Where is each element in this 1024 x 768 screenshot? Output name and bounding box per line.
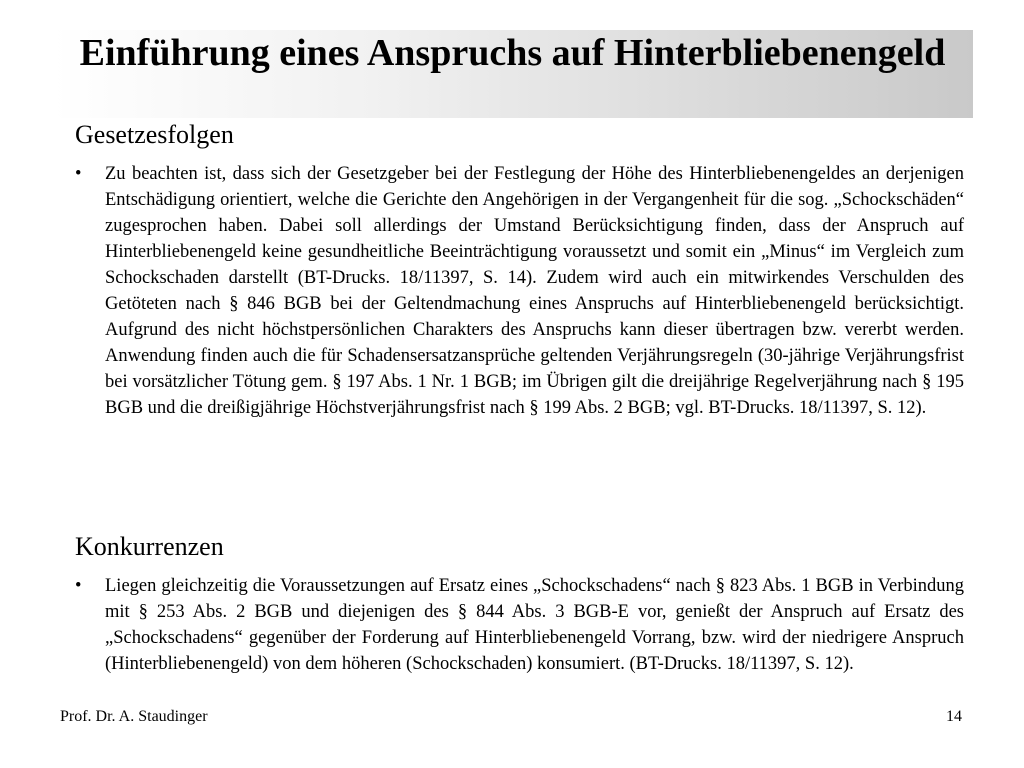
bullet-item-gesetzesfolgen	[75, 161, 964, 421]
footer-author: Prof. Dr. A. Staudinger	[60, 708, 208, 725]
bullet-item-konkurrenzen	[75, 573, 964, 677]
bullet-icon: •	[75, 576, 82, 596]
bullet-icon: •	[75, 164, 82, 184]
page-number: 14	[946, 708, 962, 725]
bullet-text: Liegen gleichzeitig die Voraussetzungen auf Ersatz eines „Schockschadens“ nach § 823 Abs. 1 BGB in Verbindung mit § 253 Abs. 2 BGB und diejenigen des § 844 Abs. 3 BGB-E vor, genießt der Anspruch auf Ersatz des „Schockschadens“ gegenüber der Forderung auf Hinterbliebenengeld Vorrang, bzw. wird der niedrigere Anspruch (Hinterbliebenengeld) von dem höheren (Schockschaden) konsumiert. (BT-Drucks. 18/11397, S. 12).	[105, 576, 964, 674]
section-heading-konkurrenzen: Konkurrenzen	[75, 532, 224, 561]
slide-title: Einführung eines Anspruchs auf Hinterbliebenengeld	[79, 32, 946, 74]
section-heading-gesetzesfolgen: Gesetzesfolgen	[75, 120, 234, 149]
bullet-text: Zu beachten ist, dass sich der Gesetzgeber bei der Festlegung der Höhe des Hinterbliebenengeldes an derjenigen Entschädigung orientiert, welche die Gerichte den Angehörigen in der Vergangenheit für die sog. „Schockschäden“ zugesprochen haben. Dabei soll allerdings der Umstand Berücksichtigung finden, dass der Anspruch auf Hinterbliebenengeld keine gesundheitliche Beeinträchtigung voraussetzt und somit ein „Minus“ im Vergleich zum Schockschaden darstellt (BT-Drucks. 18/11397, S. 14). Zudem wird auch ein mitwirkendes Verschulden des Getöteten nach § 846 BGB bei der Geltendmachung eines Anspruchs auf Hinterbliebenengeld berücksichtigt. Aufgrund des nicht höchstpersönlichen Charakters des Anspruchs kann dieser übertragen bzw. vererbt werden. Anwendung finden auch die für Schadensersatzansprüche geltenden Verjährungsregeln (30-jährige Verjährungsfrist bei vorsätzlicher Tötung gem. § 197 Abs. 1 Nr. 1 BGB; im Übrigen gilt die dreijährige Regelverjährung nach § 195 BGB und die dreißigjährige Höchstverjährungsfrist nach § 199 Abs. 2 BGB; vgl. BT-Drucks. 18/11397, S. 12).	[105, 164, 964, 418]
